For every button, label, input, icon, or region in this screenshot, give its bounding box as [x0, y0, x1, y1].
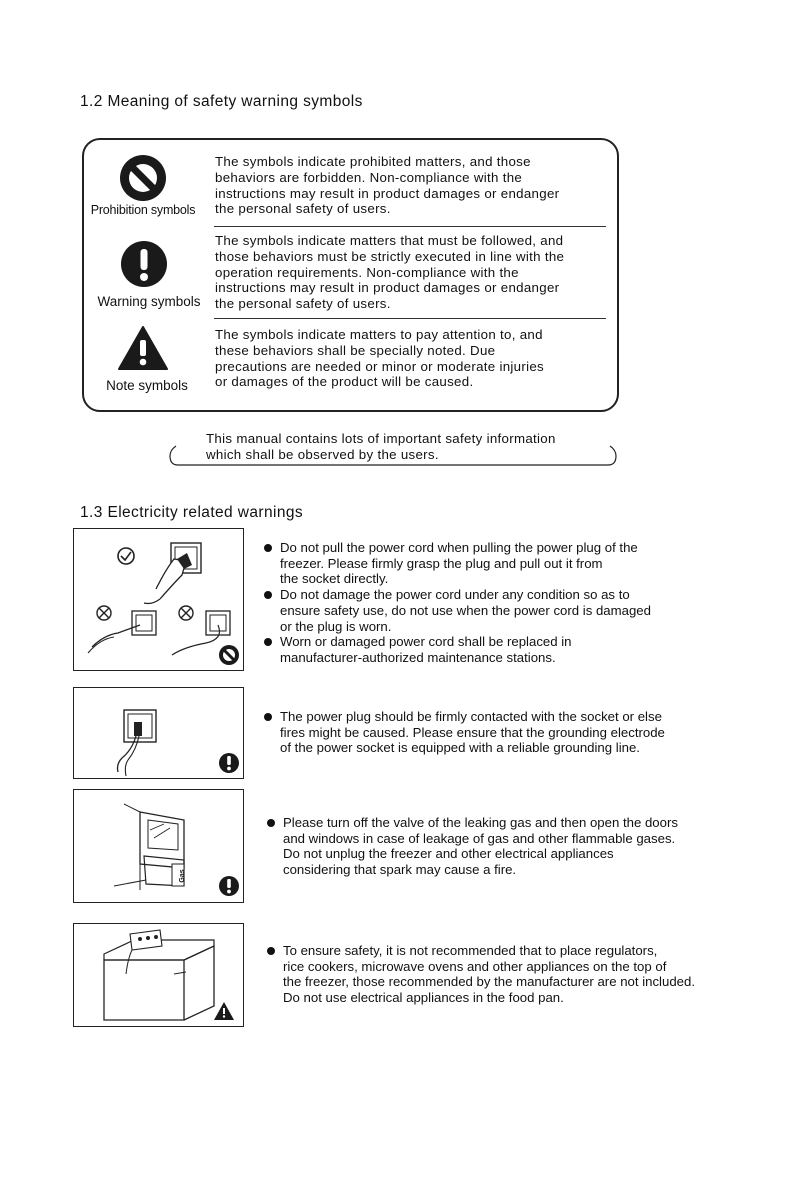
note-line: precautions are needed or minor or moderate injuries [215, 358, 544, 374]
figure-appliances-on-freezer [73, 923, 244, 1027]
note-triangle-icon [117, 325, 169, 371]
bullet-line: rice cookers, microwave ovens and other appliances on the top of [283, 958, 667, 974]
figure-power-cord [73, 528, 244, 671]
prohibition-line: instructions may result in product damages or endanger [215, 185, 560, 201]
warning-label: Warning symbols [97, 294, 201, 309]
appliance-bullets [266, 943, 695, 1006]
divider [214, 226, 606, 227]
bullet-line: Do not use electrical appliances in the food pan. [283, 990, 564, 1006]
warning-line: the personal safety of users. [215, 296, 391, 312]
note-description [215, 327, 607, 390]
bullet-line: or the plug is worn. [280, 618, 392, 634]
bullet-line: Do not unplug the freezer and other electrical appliances [283, 846, 614, 862]
gas-bullets [266, 815, 678, 878]
bullet-line: manufacturer-authorized maintenance stations. [280, 649, 556, 665]
prohibition-label: Prohibition symbols [90, 203, 196, 217]
bullet-line: and windows in case of leakage of gas and other flammable gases. [283, 830, 676, 846]
figure-socket-grounding [73, 687, 244, 779]
bullet-line: Do not pull the power cord when pulling the power plug of the [280, 540, 638, 555]
bullet-item [263, 540, 651, 587]
section-1-2-heading: 1.2 Meaning of safety warning symbols [80, 93, 363, 110]
bullet-line: Do not damage the power cord under any condition so as to [280, 587, 630, 603]
warning-icon [121, 241, 167, 287]
bullet-line: the socket directly. [280, 571, 389, 587]
note-label: Note symbols [106, 378, 188, 393]
note-line: The symbols indicate matters to pay attention to, and [215, 327, 543, 342]
gas-leak-illustration [74, 790, 243, 902]
socket-bullets [263, 709, 665, 756]
bullet-line: the freezer, those recommended by the manufacturer are not included. [283, 974, 695, 990]
warning-line: The symbols indicate matters that must be followed, and [215, 233, 564, 248]
bullet-line: ensure safety use, do not use when the power cord is damaged [280, 602, 651, 618]
prohibition-line: the personal safety of users. [215, 201, 391, 217]
section-1-3-heading: 1.3 Electricity related warnings [80, 504, 304, 521]
bullet-line: fires might be caused. Please ensure that the grounding electrode [280, 724, 665, 740]
bullet-item [263, 709, 665, 756]
bullet-item [266, 815, 678, 878]
bullet-line: Please turn off the valve of the leaking gas and then open the doors [283, 815, 678, 830]
prohibition-icon [120, 155, 166, 201]
note-line: or damages of the product will be caused. [215, 374, 474, 390]
bullet-line: To ensure safety, it is not recommended that to place regulators, [283, 943, 658, 958]
prohibition-description [215, 154, 607, 217]
warning-description [215, 233, 607, 312]
prohibition-line: The symbols indicate prohibited matters, and those [215, 154, 531, 169]
bullet-line: The power plug should be firmly contacted with the socket or else [280, 709, 662, 724]
warning-line: those behaviors must be strictly executed in line with the [215, 248, 565, 264]
manual-note-line: This manual contains lots of important safety information [206, 431, 556, 446]
bullet-item [263, 634, 651, 665]
note-line: these behaviors shall be specially noted. Due [215, 342, 496, 358]
figure-gas-leak [73, 789, 244, 903]
bullet-item [263, 587, 651, 634]
socket-illustration [74, 688, 243, 778]
warning-line: instructions may result in product damages or endanger [215, 280, 560, 296]
warning-line: operation requirements. Non-compliance with the [215, 264, 519, 280]
bullet-line: freezer. Please firmly grasp the plug and pull out it from [280, 555, 603, 571]
bullet-line: of the power socket is equipped with a reliable grounding line. [280, 740, 640, 756]
divider [214, 318, 606, 319]
power-cord-bullets [263, 540, 651, 666]
freezer-illustration [74, 924, 243, 1026]
manual-note [206, 431, 556, 463]
bullet-item [266, 943, 695, 1006]
power-cord-illustration [74, 529, 243, 670]
prohibition-line: behaviors are forbidden. Non-compliance with the [215, 169, 523, 185]
manual-note-line: which shall be observed by the users. [206, 447, 439, 462]
gas-label: Gas [179, 869, 186, 883]
bullet-line: Worn or damaged power cord shall be replaced in [280, 634, 572, 650]
bullet-line: considering that spark may cause a fire. [283, 862, 517, 878]
